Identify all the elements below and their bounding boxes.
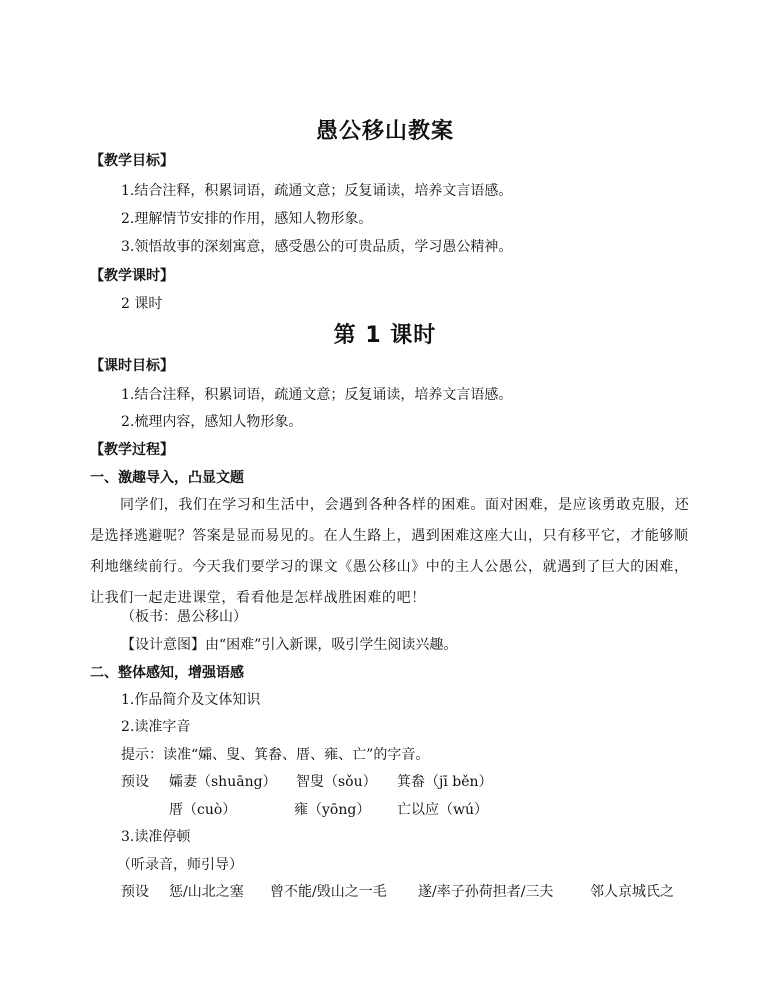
lesson-goals-heading: 【课时目标】 xyxy=(90,358,174,374)
lesson-title: 第 1 课时 xyxy=(333,323,437,348)
listen-note: （听录音，师引导） xyxy=(117,857,243,873)
hours-value: 2 课时 xyxy=(121,296,163,312)
lesson-goal-item: 1.结合注释，积累词语，疏通文意；反复诵读，培养文言语感。 xyxy=(121,387,513,403)
hint-text: 提示：读准“孀、叟、箕畚、厝、雍、亡”的字音。 xyxy=(121,747,430,763)
hours-heading: 【教学课时】 xyxy=(90,268,174,284)
board-note: （板书：愚公移山） xyxy=(121,609,247,625)
preset-label: 预设 xyxy=(121,884,149,900)
list-item: 1.作品简介及文体知识 xyxy=(121,692,261,708)
pause-item: 曾不能/毁山之一毛 xyxy=(270,884,387,900)
goal-item: 2.理解情节安排的作用，感知人物形象。 xyxy=(121,211,373,227)
pronunciation-item: 孀妻（shuāng） xyxy=(169,774,277,790)
pronunciation-item: 雍（yōng） xyxy=(294,802,371,818)
lesson-goal-item: 2.梳理内容，感知人物形象。 xyxy=(121,414,303,430)
list-item: 2.读准字音 xyxy=(121,719,191,735)
pause-item: 惩/山北之塞 xyxy=(169,884,244,900)
goal-item: 3.领悟故事的深刻寓意，感受愚公的可贵品质，学习愚公精神。 xyxy=(121,239,513,255)
goal-item: 1.结合注释，积累词语，疏通文意；反复诵读，培养文言语感。 xyxy=(121,183,513,199)
pause-item: 遂/率子孙荷担者/三夫 xyxy=(418,884,554,900)
pronunciation-item: 亡以应（wú） xyxy=(397,802,488,818)
section2-heading: 二、整体感知，增强语感 xyxy=(90,665,244,681)
pronunciation-item: 智叟（sǒu） xyxy=(296,774,377,790)
goals-heading: 【教学目标】 xyxy=(90,153,174,169)
document-title: 愚公移山教案 xyxy=(315,119,454,144)
pronunciation-item: 厝（cuò） xyxy=(169,802,237,818)
section1-heading: 一、激趣导入，凸显文题 xyxy=(90,470,244,486)
preset-label: 预设 xyxy=(121,774,149,790)
pause-item: 邻人京城氏之 xyxy=(590,884,674,900)
design-intent: 【设计意图】由“困难”引入新课，吸引学生阅读兴趣。 xyxy=(121,637,458,653)
pronunciation-item: 箕畚（jī běn） xyxy=(397,774,493,790)
list-item: 3.读准停顿 xyxy=(121,829,191,845)
process-heading: 【教学过程】 xyxy=(90,442,174,458)
intro-paragraph: 同学们，我们在学习和生活中，会遇到各种各样的困难。面对困难，是应该勇敢克服，还是选择逃避呢？答案是显而易见的。在人生路上，遇到困难这座大山，只有移平它，才能够顺利地继续前行。今天我们要学习的课文《愚公移山》中的主人公愚公，就遇到了巨大的困难，让我们一起走进课堂，看看他是怎样战胜困难的吧！ xyxy=(90,497,690,606)
